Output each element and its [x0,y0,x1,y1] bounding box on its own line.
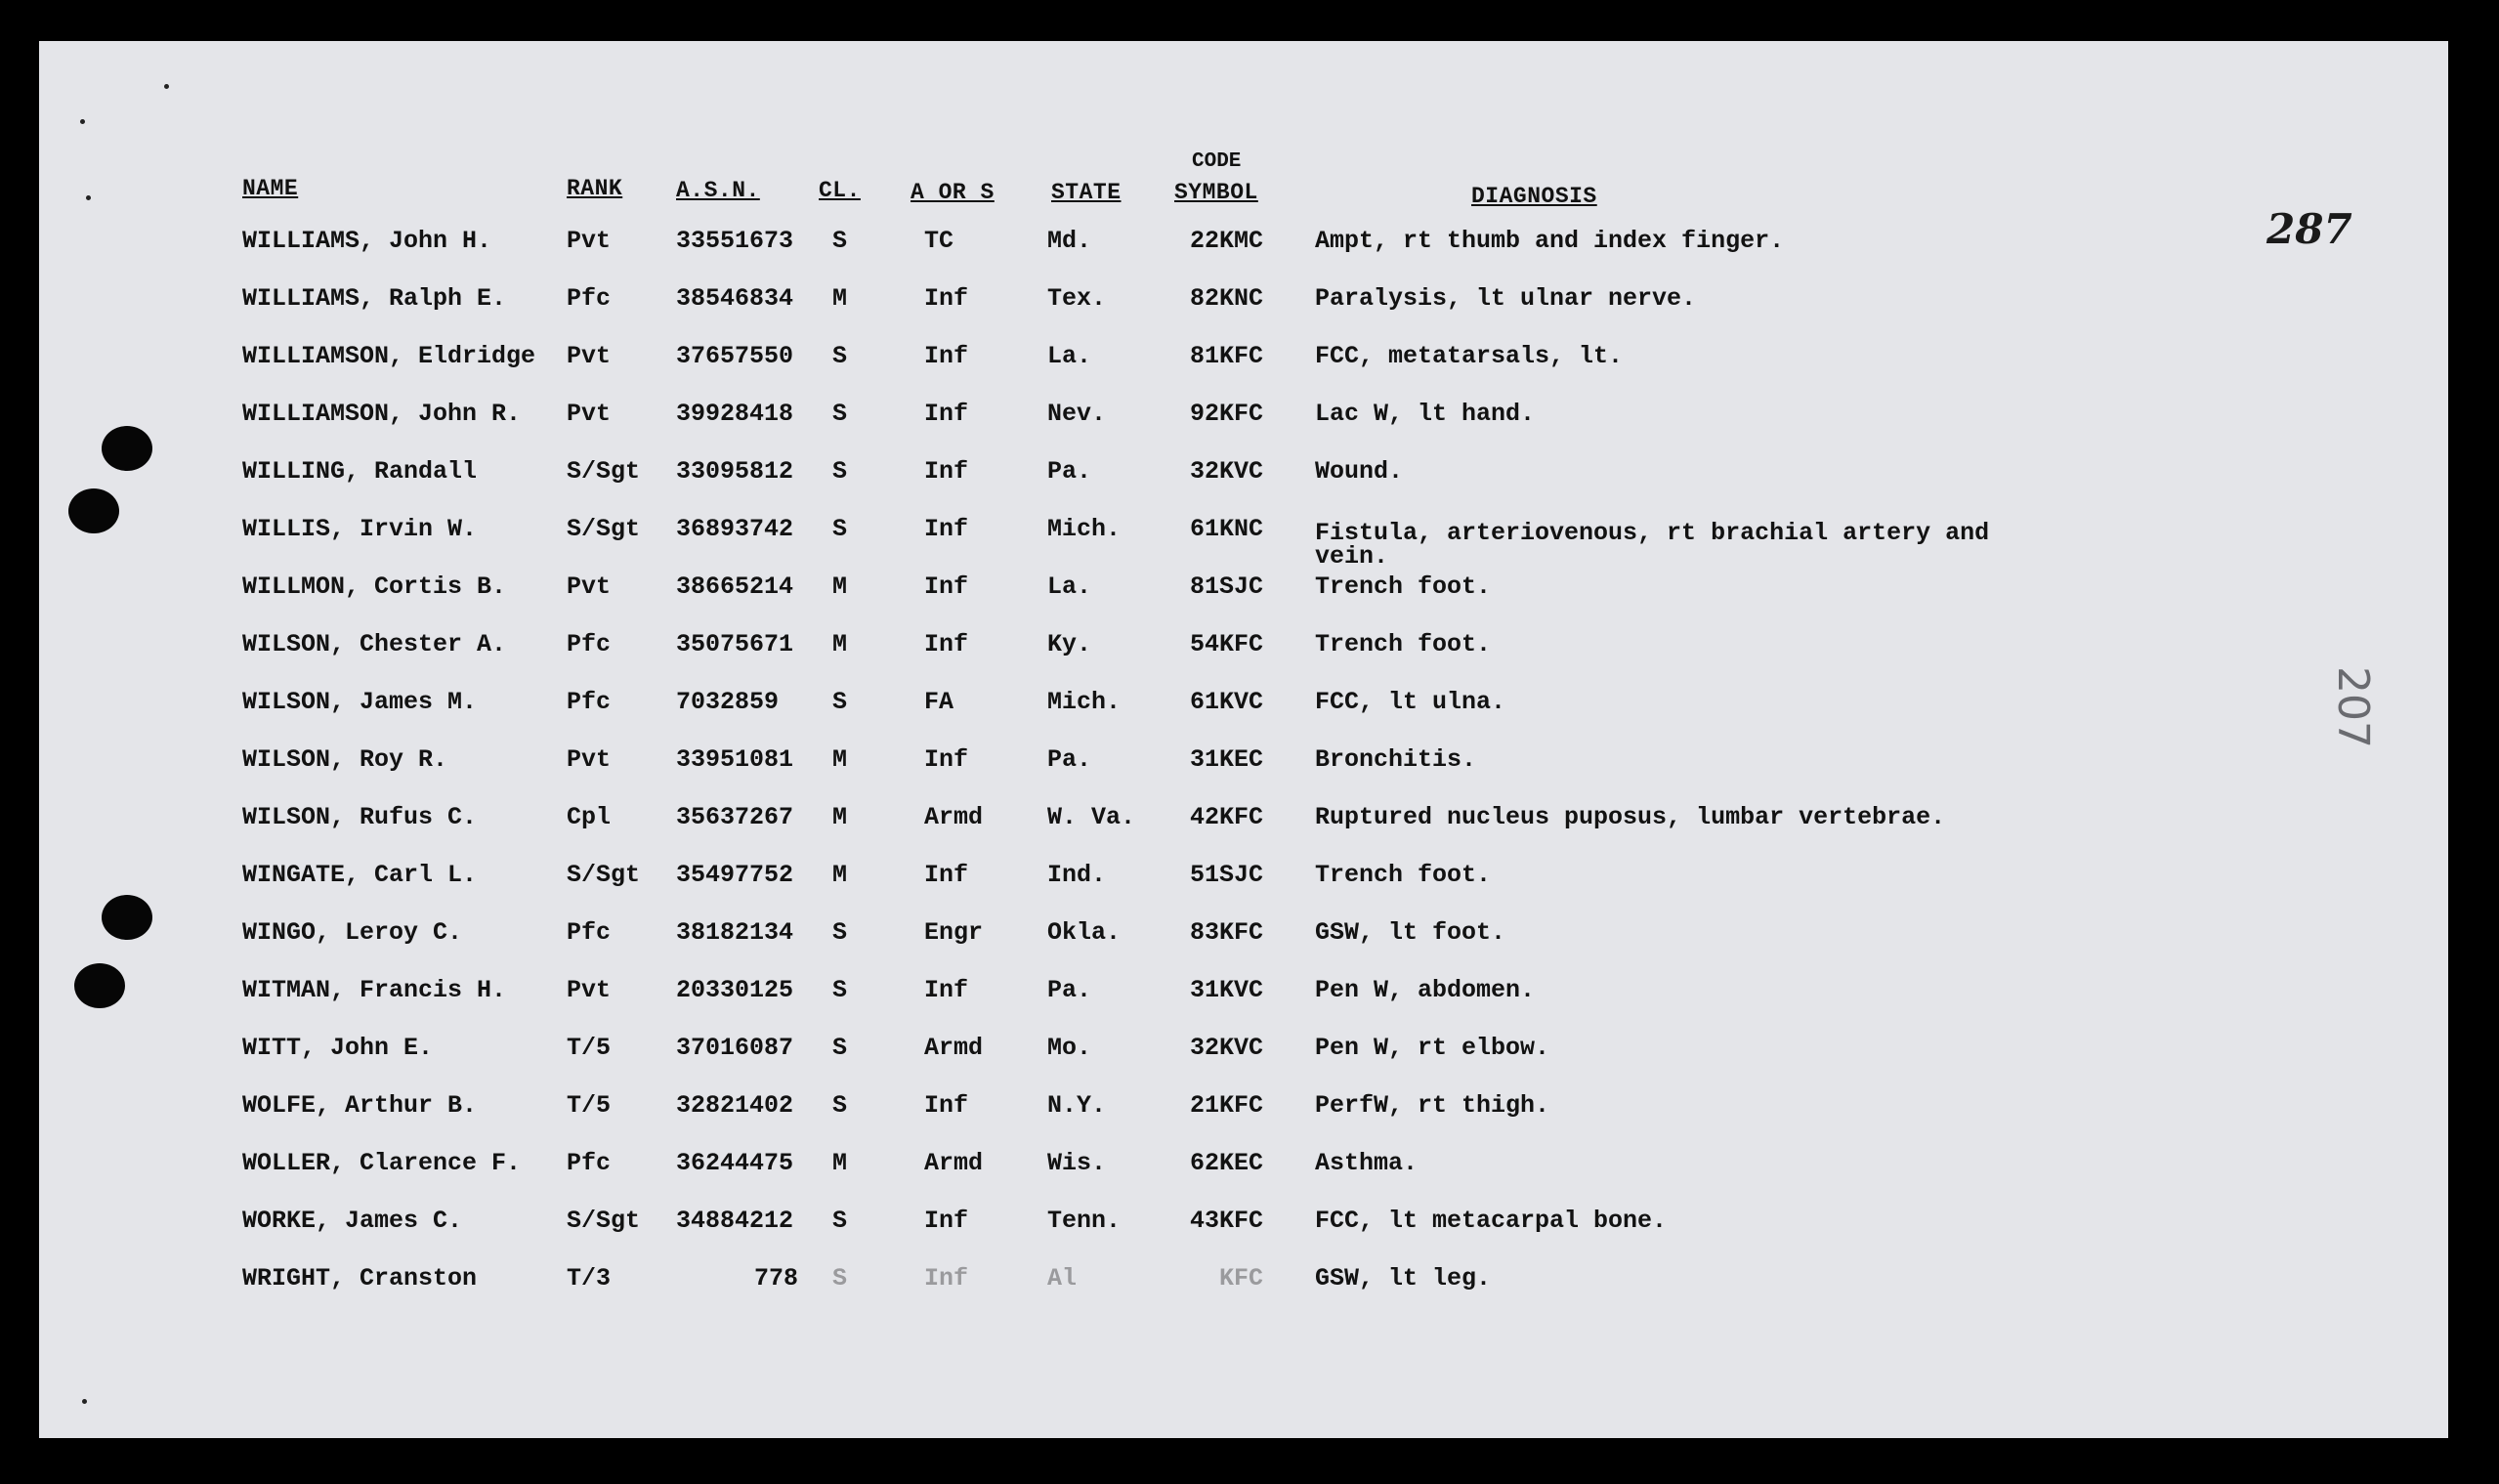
table-row [39,630,2448,669]
cell-aors: Armd [924,1034,984,1062]
cell-code: 54KFC [1190,630,1264,658]
cell-rank: S/Sgt [567,515,641,543]
cell-asn: 39928418 [676,400,794,428]
cell-diagnosis: GSW, lt leg. [1315,1264,1492,1293]
cell-aors: Inf [924,1091,969,1120]
header-rank: RANK [567,176,623,201]
cell-aors: Inf [924,1264,969,1293]
cell-state: Nev. [1047,400,1107,428]
cell-rank: Pvt [567,400,612,428]
cell-asn: 33951081 [676,745,794,774]
table-row [39,1207,2448,1246]
cell-class: S [832,515,848,543]
cell-class: S [832,400,848,428]
cell-asn: 37657550 [676,342,794,370]
cell-diagnosis: PerfW, rt thigh. [1315,1091,1550,1120]
cell-rank: Pvt [567,227,612,255]
cell-asn: 20330125 [676,976,794,1004]
cell-rank: T/5 [567,1091,612,1120]
cell-name: WITT, John E. [242,1034,434,1062]
cell-name: WILSON, James M. [242,688,478,716]
cell-aors: Engr [924,918,984,947]
cell-state: Wis. [1047,1149,1107,1177]
header-state: STATE [1051,180,1122,205]
cell-name: WILLIAMSON, John R. [242,400,522,428]
cell-aors: FA [924,688,954,716]
table-row [39,515,2448,572]
cell-code: 83KFC [1190,918,1264,947]
cell-state: Mich. [1047,688,1122,716]
cell-state: Md. [1047,227,1092,255]
cell-diagnosis: Trench foot. [1315,630,1492,658]
table-row [39,572,2448,612]
cell-name: WILLMON, Cortis B. [242,572,507,601]
table-row [39,1091,2448,1130]
cell-asn: 38546834 [676,284,794,313]
cell-diagnosis-continued: vein. [1315,542,1389,571]
cell-rank: Cpl [567,803,612,831]
table-row [39,284,2448,323]
cell-name: WILSON, Chester A. [242,630,507,658]
table-row [39,342,2448,381]
cell-rank: Pvt [567,745,612,774]
table-row [39,861,2448,900]
cell-code: 61KNC [1190,515,1264,543]
cell-class: M [832,1149,848,1177]
cell-class: M [832,861,848,889]
cell-diagnosis: Asthma. [1315,1149,1419,1177]
cell-aors: Inf [924,572,969,601]
cell-state: Pa. [1047,745,1092,774]
page-number: 287 [2266,205,2352,253]
cell-class: S [832,976,848,1004]
cell-state: Tex. [1047,284,1107,313]
cell-name: WRIGHT, Cranston [242,1264,478,1293]
cell-diagnosis: FCC, lt ulna. [1315,688,1506,716]
cell-name: WILLIAMS, John H. [242,227,492,255]
cell-asn: 32821402 [676,1091,794,1120]
cell-rank: T/5 [567,1034,612,1062]
cell-class: M [832,745,848,774]
cell-asn: 37016087 [676,1034,794,1062]
cell-aors: Inf [924,976,969,1004]
cell-diagnosis: Trench foot. [1315,861,1492,889]
cell-asn: 35637267 [676,803,794,831]
cell-aors: Inf [924,745,969,774]
header-aors: A OR S [911,180,995,205]
cell-name: WORKE, James C. [242,1207,463,1235]
cell-asn: 36244475 [676,1149,794,1177]
cell-aors: Inf [924,1207,969,1235]
cell-diagnosis: Ampt, rt thumb and index finger. [1315,227,1785,255]
header-name: NAME [242,176,299,201]
cell-state: La. [1047,342,1092,370]
cell-state: N.Y. [1047,1091,1107,1120]
cell-code: 51SJC [1190,861,1264,889]
cell-rank: Pfc [567,1149,612,1177]
cell-name: WITMAN, Francis H. [242,976,507,1004]
table-row [39,1149,2448,1188]
cell-aors: Inf [924,400,969,428]
cell-name: WOLFE, Arthur B. [242,1091,478,1120]
table-row [39,457,2448,496]
cell-code: 82KNC [1190,284,1264,313]
cell-code: 22KMC [1190,227,1264,255]
cell-name: WILLIS, Irvin W. [242,515,478,543]
cell-diagnosis: Fistula, arteriovenous, rt brachial artery and [1315,519,1990,547]
cell-rank: Pfc [567,918,612,947]
cell-asn: 778 [754,1264,799,1293]
cell-rank: Pvt [567,342,612,370]
cell-rank: Pvt [567,572,612,601]
cell-aors: Inf [924,284,969,313]
cell-class: S [832,918,848,947]
cell-code: 61KVC [1190,688,1264,716]
cell-code: 31KVC [1190,976,1264,1004]
margin-mark: 207 [2328,666,2378,748]
cell-code: 62KEC [1190,1149,1264,1177]
cell-diagnosis: Pen W, rt elbow. [1315,1034,1550,1062]
cell-class: S [832,1207,848,1235]
table-row [39,227,2448,266]
cell-rank: S/Sgt [567,457,641,486]
cell-class: M [832,803,848,831]
cell-aors: Inf [924,630,969,658]
cell-class: S [832,342,848,370]
cell-state: Okla. [1047,918,1122,947]
cell-class: S [832,1264,848,1293]
cell-code: 81SJC [1190,572,1264,601]
cell-state: Ind. [1047,861,1107,889]
cell-diagnosis: Ruptured nucleus puposus, lumbar vertebrae. [1315,803,1946,831]
cell-code: 81KFC [1190,342,1264,370]
cell-name: WILSON, Rufus C. [242,803,478,831]
table-row [39,1034,2448,1073]
cell-state: Pa. [1047,976,1092,1004]
cell-aors: TC [924,227,954,255]
cell-code: KFC [1219,1264,1264,1293]
cell-name: WILLIAMS, Ralph E. [242,284,507,313]
cell-asn: 38665214 [676,572,794,601]
table-row [39,976,2448,1015]
cell-state: Mo. [1047,1034,1092,1062]
cell-class: S [832,1091,848,1120]
cell-diagnosis: Pen W, abdomen. [1315,976,1536,1004]
cell-rank: S/Sgt [567,861,641,889]
cell-code: 32KVC [1190,457,1264,486]
cell-aors: Inf [924,342,969,370]
cell-diagnosis: Bronchitis. [1315,745,1477,774]
register-card [39,41,2448,1438]
cell-diagnosis: Paralysis, lt ulnar nerve. [1315,284,1697,313]
cell-rank: S/Sgt [567,1207,641,1235]
cell-state: Mich. [1047,515,1122,543]
speck [86,195,91,200]
cell-name: WILLIAMSON, Eldridge [242,342,536,370]
cell-asn: 34884212 [676,1207,794,1235]
cell-class: S [832,1034,848,1062]
cell-diagnosis: FCC, lt metacarpal bone. [1315,1207,1668,1235]
cell-class: S [832,227,848,255]
cell-code: 43KFC [1190,1207,1264,1235]
table-row [39,1264,2448,1303]
cell-class: M [832,284,848,313]
header-diagnosis: DIAGNOSIS [1471,184,1597,209]
table-row [39,803,2448,842]
speck [82,1399,87,1404]
header-asn: A.S.N. [676,178,760,203]
cell-rank: Pfc [567,284,612,313]
cell-aors: Inf [924,457,969,486]
cell-diagnosis: Trench foot. [1315,572,1492,601]
table-row [39,918,2448,957]
cell-state: Tenn. [1047,1207,1122,1235]
cell-rank: Pvt [567,976,612,1004]
header-code-top: CODE [1192,150,1242,173]
cell-class: M [832,572,848,601]
cell-diagnosis: Lac W, lt hand. [1315,400,1536,428]
cell-code: 21KFC [1190,1091,1264,1120]
table-row [39,688,2448,727]
cell-code: 31KEC [1190,745,1264,774]
cell-name: WOLLER, Clarence F. [242,1149,522,1177]
cell-rank: Pfc [567,688,612,716]
speck [80,119,85,124]
table-row [39,400,2448,439]
cell-class: S [832,688,848,716]
cell-asn: 38182134 [676,918,794,947]
cell-state: Al [1047,1264,1078,1293]
cell-state: W. Va. [1047,803,1136,831]
cell-state: Ky. [1047,630,1092,658]
cell-asn: 35497752 [676,861,794,889]
cell-name: WINGO, Leroy C. [242,918,463,947]
cell-diagnosis: GSW, lt foot. [1315,918,1506,947]
cell-aors: Armd [924,803,984,831]
cell-asn: 7032859 [676,688,780,716]
cell-class: S [832,457,848,486]
cell-state: Pa. [1047,457,1092,486]
cell-aors: Armd [924,1149,984,1177]
cell-code: 32KVC [1190,1034,1264,1062]
cell-class: M [832,630,848,658]
cell-rank: Pfc [567,630,612,658]
header-class: CL. [819,178,861,203]
cell-state: La. [1047,572,1092,601]
header-code: SYMBOL [1174,180,1258,205]
speck [164,84,169,89]
cell-code: 92KFC [1190,400,1264,428]
cell-name: WINGATE, Carl L. [242,861,478,889]
cell-aors: Inf [924,861,969,889]
cell-diagnosis: FCC, metatarsals, lt. [1315,342,1624,370]
cell-rank: T/3 [567,1264,612,1293]
cell-asn: 36893742 [676,515,794,543]
cell-asn: 33551673 [676,227,794,255]
cell-name: WILSON, Roy R. [242,745,448,774]
cell-asn: 35075671 [676,630,794,658]
cell-name: WILLING, Randall [242,457,478,486]
cell-asn: 33095812 [676,457,794,486]
cell-diagnosis: Wound. [1315,457,1404,486]
table-row [39,745,2448,784]
cell-aors: Inf [924,515,969,543]
cell-code: 42KFC [1190,803,1264,831]
